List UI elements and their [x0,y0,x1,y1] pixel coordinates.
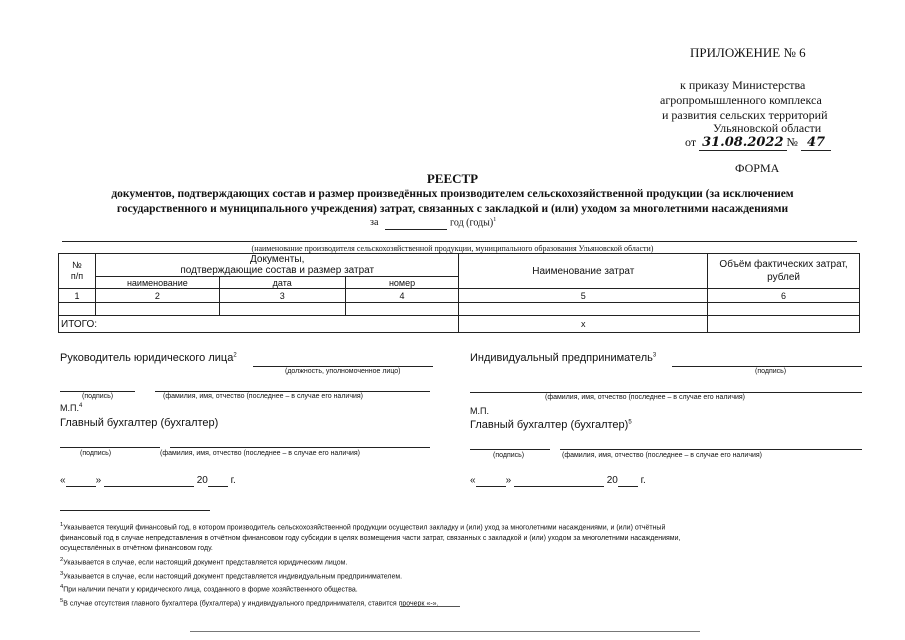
empty-cell [459,303,708,316]
left-date-close: » [95,475,102,486]
empty-cell [219,303,345,316]
period-suffix: год (годы)$^1$ [450,217,497,229]
header-cost-name: Наименование затрат [459,254,708,289]
date-prefix: от [685,135,697,149]
right-date-close: » [505,475,512,486]
left-accountant-sign-line [60,447,160,448]
empty-cell [95,303,219,316]
footnote-1b: финансовый год в случае непредставления в отчётном финансовом году субсидии в целях возмещения части затрат, связанных с закладкой и (или) уходом за многолетними насаждениями, [60,534,681,542]
document-subtitle-2: государственного и муниципального учреждения) затрат, связанных с закладкой и (или) уходом за многолетними насаждениями [116,203,789,215]
header-docs: Документы, подтверждающие состав и размер затрат [95,254,459,277]
header-doc-number: номер [345,277,459,289]
ip-sign-caption: (подпись) [755,368,787,375]
header-doc-name: наименование [95,277,219,289]
footnote-separator [60,510,210,511]
head-position-line [253,366,433,367]
ip-label: Индивидуальный предприниматель$^3$ [470,352,657,364]
right-year-prefix: 20 [606,475,618,486]
footnotes [60,520,860,610]
right-accountant-sign-line [470,449,550,450]
footnote-5: $^5$В случае отсутствия главного бухгалтера (бухгалтера) у индивидуального предпринимателя, ставится прочерк «-». [60,598,439,608]
appendix-title: ПРИЛОЖЕНИЕ № 6 [690,45,806,60]
column-number-row [59,289,860,303]
header-volume: Объём фактических затрат, рублей [708,254,860,289]
left-date-row [60,475,236,487]
appendix-line-1: к приказу Министерства [680,78,806,92]
left-year-line [208,475,228,487]
registry-table [58,253,860,333]
appendix-date-row [685,135,831,150]
handwritten-date: 31.08.2022 [699,135,786,151]
total-mark: x [459,316,708,333]
header-num: № п/п [59,254,96,289]
col-num-5: 5 [459,289,708,303]
col-num-2: 2 [95,289,219,303]
col-num-1: 1 [59,289,96,303]
right-accountant-sign-caption: (подпись) [493,452,525,459]
right-year-line [618,475,638,487]
head-fio-line [155,391,430,392]
right-day-line [476,475,506,487]
right-date-row [470,475,646,487]
left-day-line [66,475,96,487]
period-prefix: за [370,217,379,228]
form-label: ФОРМА [735,161,780,175]
left-accountant-sign-caption: (подпись) [80,450,112,457]
left-month-line [104,475,194,487]
right-accountant-label: Главный бухгалтер (бухгалтер)$^5$ [470,419,632,431]
ip-sign-line [672,366,862,367]
footnote-3: $^3$Указывается в случае, если настоящий документ представляется индивидуальным предпринимателем. [60,570,403,580]
document-subtitle-1: документов, подтверждающих состав и размер произведённых производителем сельскохозяйственной продукции (за исключением [111,188,794,200]
footnote-2: $^2$Указывается в случае, если настоящий документ представляется юридическим лицом. [60,556,348,567]
total-label: ИТОГО: [59,316,459,333]
left-date-open: « [60,475,66,486]
footnote-1c: осуществлённых в отчётном финансовом году. [60,545,213,553]
right-month-line [514,475,604,487]
left-stamp: М.П.$^4$ [60,403,83,413]
head-sign-line [60,391,135,392]
left-accountant-fio-caption: (фамилия, имя, отчество (последнее – в случае его наличия) [160,450,360,457]
ip-fio-line [470,392,862,393]
ip-fio-caption: (фамилия, имя, отчество (последнее – в случае его наличия) [545,394,745,401]
empty-cell [708,303,860,316]
appendix-line-3: и развития сельских территорий [662,108,828,122]
empty-data-row [59,303,860,316]
footnote-4: $^4$При наличии печати у юридического лица, созданного в форме хозяйственного общества. [60,584,358,594]
head-fio-caption: (фамилия, имя, отчество (последнее – в случае его наличия) [163,393,363,400]
document-title: РЕЕСТР [426,171,479,186]
right-accountant-fio-line [560,449,862,450]
footnote-1a: $^1$Указывается текущий финансовый год, в котором производитель сельскохозяйственной продукции осуществил закладку и (или) уход за многолетними насаждениями, и (или) отчётный [60,522,666,532]
right-stamp: М.П. [470,406,489,416]
empty-cell [59,303,96,316]
appendix-line-2: агропромышленного комплекса [660,93,822,107]
producer-caption: (наименование производителя сельскохозяйственной продукции, муниципального образования Ульяновской области) [251,244,654,253]
header-doc-date: дата [219,277,345,289]
number-sign: № [786,135,798,149]
total-row [59,316,860,333]
col-num-4: 4 [345,289,459,303]
handwritten-number: 47 [801,135,831,151]
head-label: Руководитель юридического лица$^2$ [60,352,237,364]
left-year-suffix: г. [230,475,236,486]
head-position-caption: (должность, уполномоченное лицо) [285,368,401,375]
col-num-6: 6 [708,289,860,303]
bottom-rule [400,606,460,607]
left-accountant-fio-line [170,447,430,448]
left-accountant-label: Главный бухгалтер (бухгалтер) [60,417,219,429]
period-year-line [385,229,447,230]
scan-edge-line [190,631,700,632]
left-year-prefix: 20 [196,475,208,486]
empty-cell [345,303,459,316]
right-year-suffix: г. [640,475,646,486]
appendix-line-4: Ульяновской области [713,121,822,135]
total-value [708,316,860,333]
head-sign-caption: (подпись) [82,393,114,400]
col-num-3: 3 [219,289,345,303]
right-date-open: « [470,475,476,486]
producer-name-line [62,241,857,242]
right-accountant-fio-caption: (фамилия, имя, отчество (последнее – в случае его наличия) [562,452,762,459]
